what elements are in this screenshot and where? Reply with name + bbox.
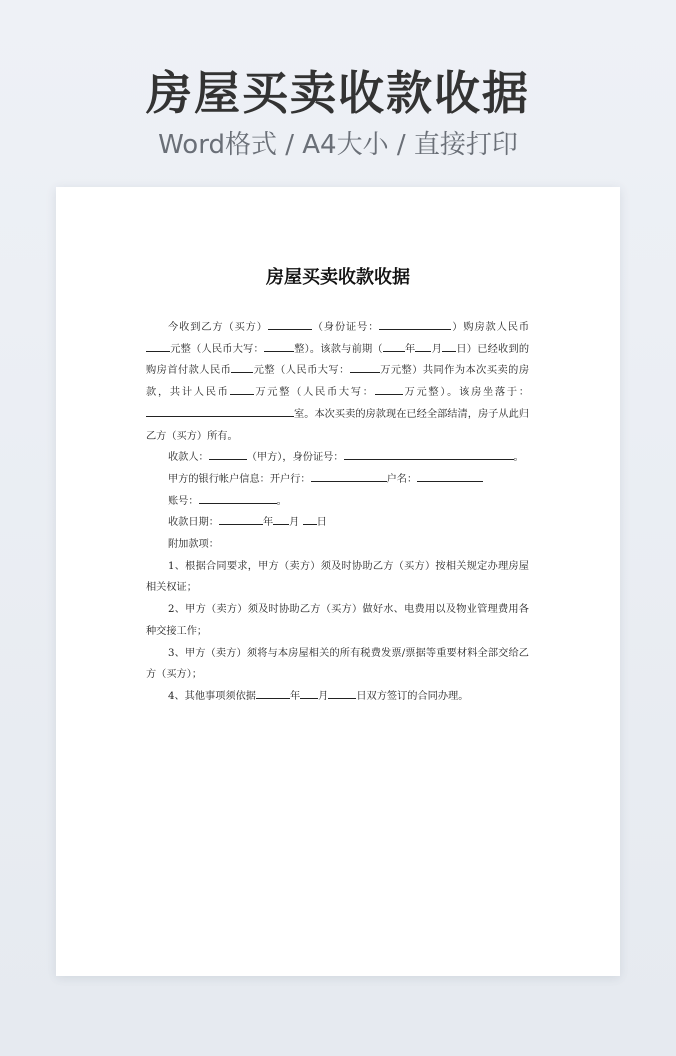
contract-day-blank[interactable] [328,687,356,699]
banner-subtitle: Word格式 / A4大小 / 直接打印 [158,130,518,160]
account-number-blank[interactable] [199,492,277,504]
payee-id-blank[interactable] [344,448,514,460]
down-payment-blank[interactable] [231,361,253,373]
prior-day-blank[interactable] [442,340,456,352]
document-title: 房屋买卖收款收据 [266,267,410,288]
payee-line: 收款人： （甲方），身份证号： 。 [146,447,529,469]
account-holder-blank[interactable] [417,470,483,482]
banner [0,62,676,162]
contract-year-blank[interactable] [256,687,290,699]
account-number-line: 账号： 。 [146,491,529,513]
amount-blank[interactable] [146,340,170,352]
amount-words-blank[interactable] [264,340,294,352]
receipt-paragraph: 今收到乙方（买方） （身份证号： ）购房款人民币元整（人民币大写： 整）。该款与前期（ 年 月 日）已经收到的购房首付款人民币 元整（人民币大写： 万元整）共同作为本次买卖的房款，共计人民币 万元整（人民币大写： 万元整）。该房坐落于：室。本次买卖的房款现在已经全部结清，房子从此归乙方（买方）所有。 [146,317,529,447]
bank-branch-blank[interactable] [311,470,387,482]
total-words-blank[interactable] [375,383,403,395]
buyer-name-blank[interactable] [268,318,312,330]
receipt-month-blank[interactable] [273,513,289,525]
property-address-blank[interactable] [146,405,294,417]
prior-month-blank[interactable] [415,340,431,352]
receipt-date-line: 收款日期： 年 月 日 [146,512,529,534]
bank-info-line: 甲方的银行帐户信息：开户行： 户名： [146,469,529,491]
total-blank[interactable] [230,383,254,395]
document-page [56,187,620,976]
receipt-year-blank[interactable] [219,513,263,525]
payee-name-blank[interactable] [209,448,247,460]
buyer-id-blank[interactable] [379,318,451,330]
term-item: 2、甲方（卖方）须及时协助乙方（买方）做好水、电费用以及物业管理费用各种交接工作； [146,604,529,637]
contract-month-blank[interactable] [300,687,318,699]
document-body [146,317,529,708]
prior-year-blank[interactable] [383,340,405,352]
receipt-day-blank[interactable] [303,513,317,525]
terms-heading: 附加款项： [168,539,219,551]
term-item: 1、根据合同要求，甲方（卖方）须及时协助乙方（买方）按相关规定办理房屋相关权证； [146,560,529,594]
banner-title: 房屋买卖收款收据 [146,66,530,120]
term-item-4: 4、其他事项须依据 年 月 日双方签订的合同办理。 [146,686,529,708]
term-item: 3、甲方（卖方）须将与本房屋相关的所有税费发票/票据等重要材料全部交给乙方（买方）； [146,647,529,681]
down-payment-words-blank[interactable] [350,361,380,373]
